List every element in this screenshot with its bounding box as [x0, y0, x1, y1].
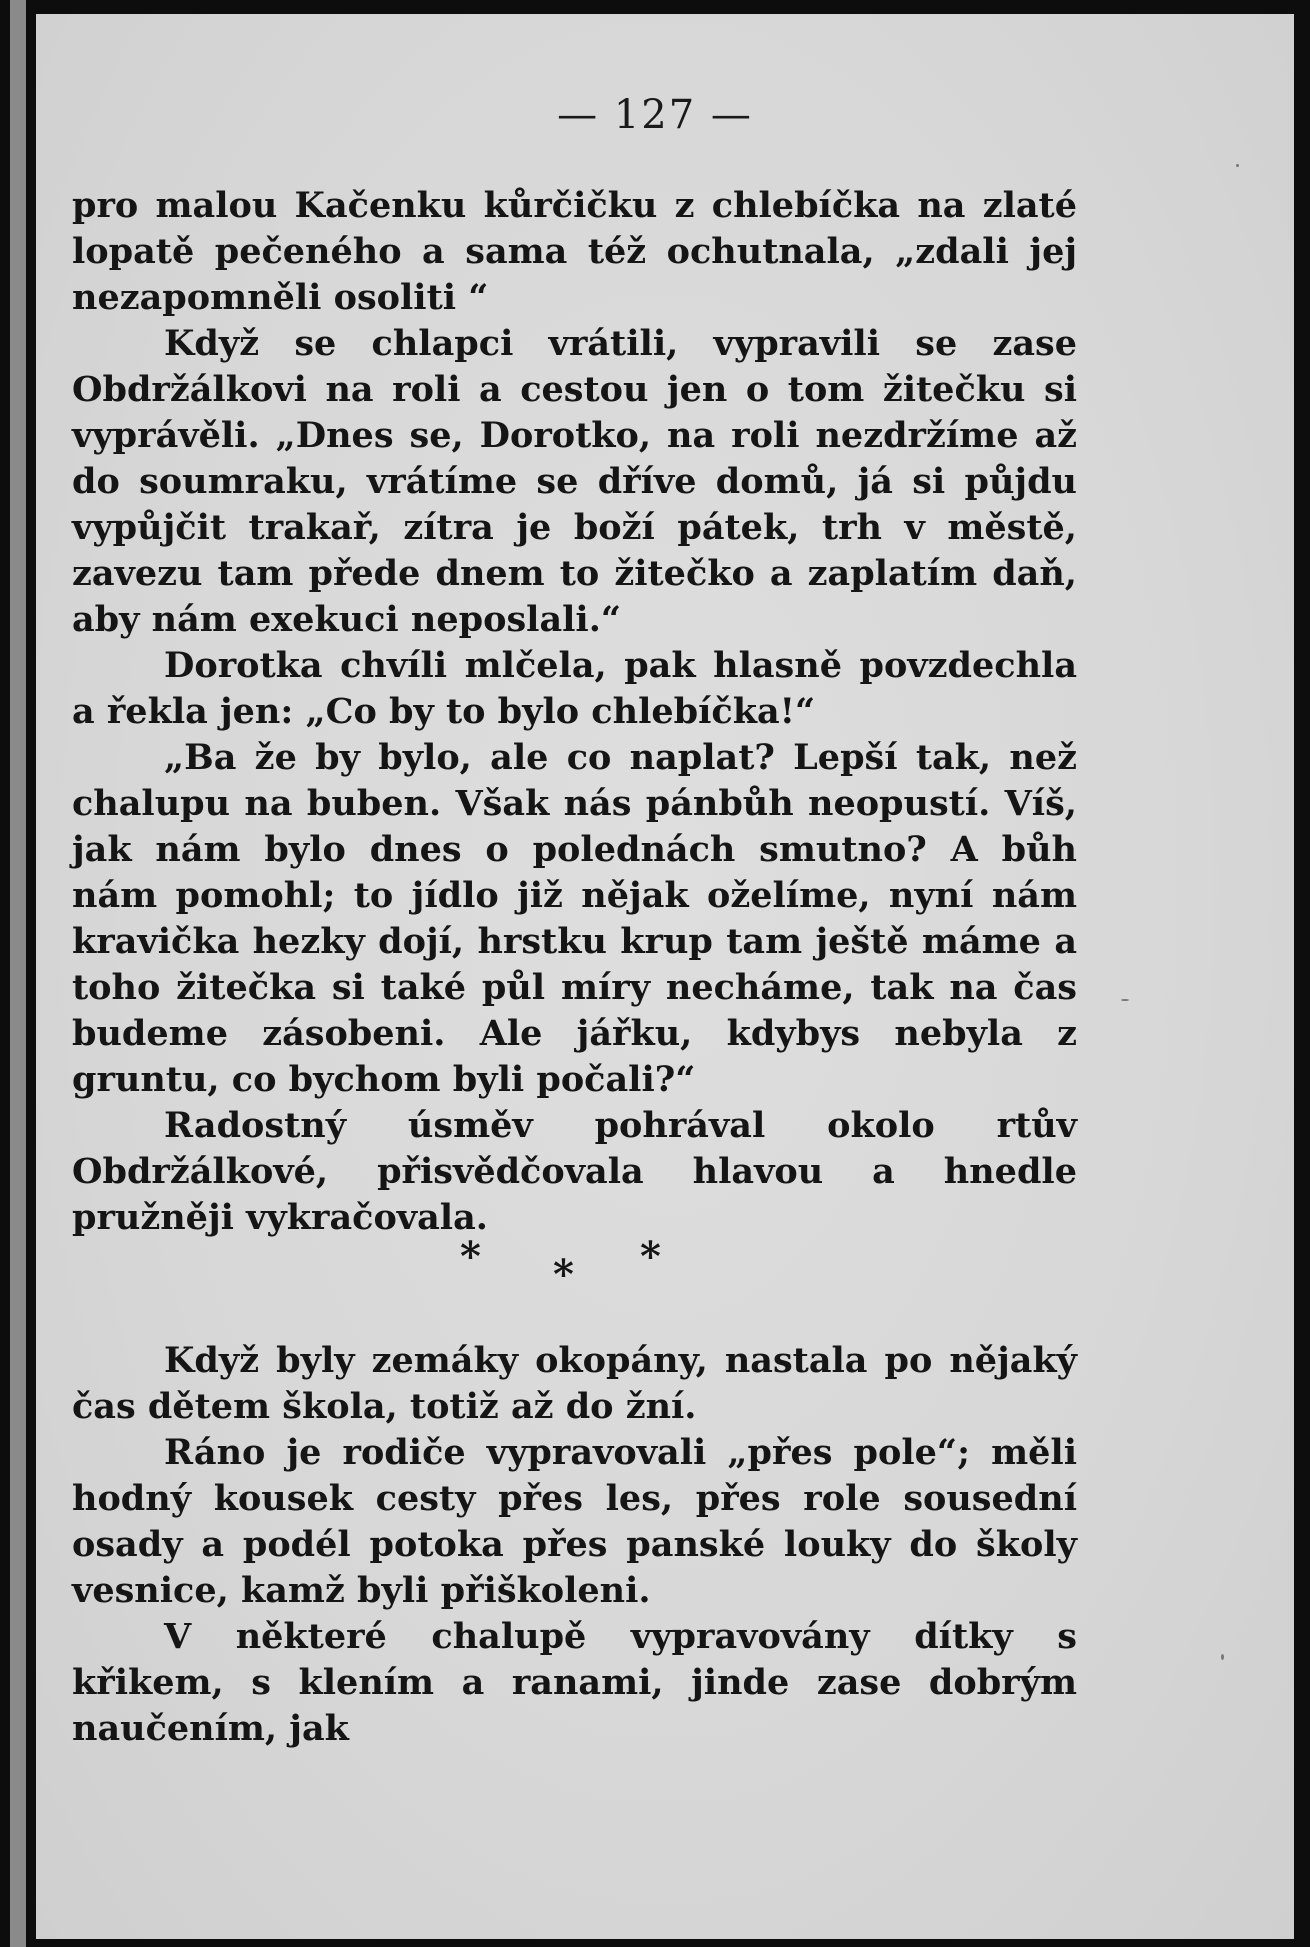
paragraph: Když byly zemáky okopány, nastala po nějaký čas dětem škola, totiž až do žní.	[72, 1340, 1077, 1427]
text-block-lower	[72, 1338, 1077, 1752]
paragraph: V některé chalupě vypravovány dítky s křikem, s klením a ranami, jinde zase dobrým naučením, jak	[72, 1616, 1077, 1749]
paragraph: „Ba že by bylo, ale co naplat? Lepší tak, než chalupu na buben. Však nás pánbůh neopustí. Víš, jak nám bylo dnes o polednách smutno? A bůh nám pomohl; to jídlo již nějak oželíme, nyní nám kravička hezky dojí, hrstku krup tam ještě máme a toho žitečka si také půl míry necháme, tak na čas budeme zásobeni. Ale jářku, kdybys nebyla z gruntu, co bychom byli počali?“	[72, 737, 1077, 1100]
section-separator	[0, 1233, 1310, 1298]
page-edge-strip	[10, 0, 26, 1947]
paragraph: pro malou Kačenku kůrčičku z chlebíčka na zlaté lopatě pečeného a sama též ochutnala, „zdali jej nezapomněli osoliti “	[72, 185, 1077, 318]
asterisk: *	[640, 1233, 661, 1280]
paper-speck	[1236, 164, 1239, 167]
asterisk: *	[460, 1233, 481, 1280]
paragraph: Radostný úsměv pohrával okolo rtův Obdržálkové, přisvědčovala hlavou a hnedle pružněji vykračovala.	[72, 1105, 1077, 1238]
paragraph: Když se chlapci vrátili, vypravili se zase Obdržálkovi na roli a cestou jen o tom žitečku si vyprávěli. „Dnes se, Dorotko, na roli nezdržíme až do soumraku, vrátíme se dříve domů, já si půjdu vypůjčit trakař, zítra je boží pátek, trh v městě, zavezu tam přede dnem to žitečko a zaplatím daň, aby nám exekuci neposlali.“	[72, 323, 1077, 640]
paragraph: Ráno je rodiče vypravovali „přes pole“; měli hodný kousek cesty přes les, přes role sousední osady a podél potoka přes panské louky do školy vesnice, kamž byli přiškoleni.	[72, 1432, 1077, 1611]
asterisk: *	[553, 1251, 574, 1298]
page-number: — 127 —	[557, 92, 753, 138]
paragraph: Dorotka chvíli mlčela, pak hlasně povzdechla a řekla jen: „Co by to bylo chlebíčka!“	[72, 645, 1077, 732]
paper-speck	[1221, 1654, 1224, 1660]
paper-speck	[1121, 999, 1129, 1001]
text-block-upper	[72, 183, 1077, 1241]
